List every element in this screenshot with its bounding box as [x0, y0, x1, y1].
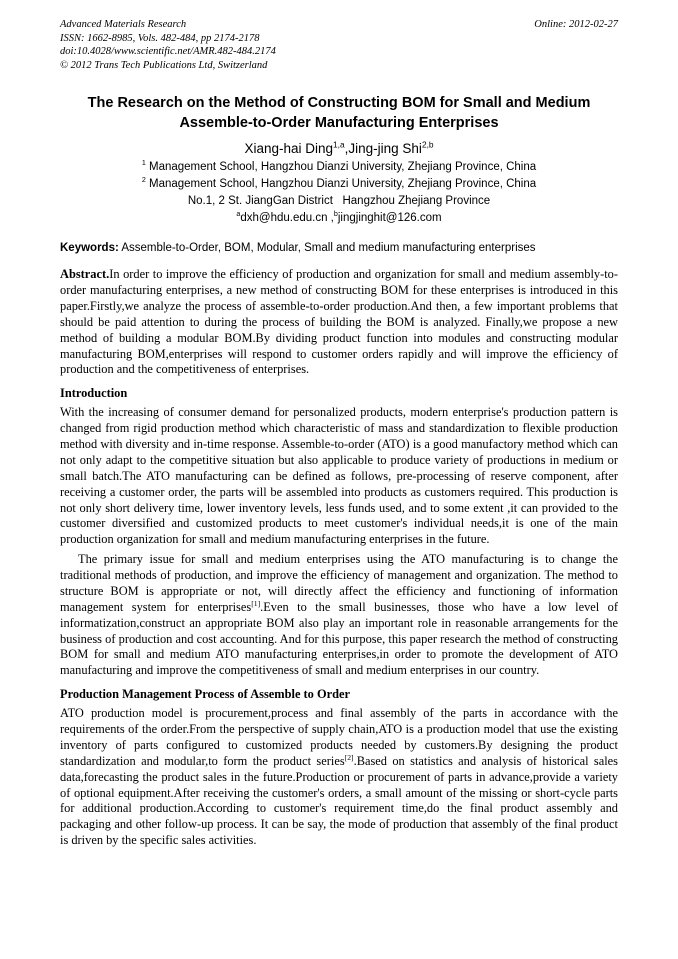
- keywords-line: [60, 242, 618, 254]
- affiliation-1-superscript: 1: [141, 159, 146, 168]
- abstract-text: In order to improve the efficiency of production and organization for small and medium assembly-to-order manufacturing enterprises, a new method of constructing BOM for these enterprises is introduced in this paper.Firstly,we analyze the process of assemble-to-order production.And then, a few important problems that should be paid attention to during the process of building the BOM is analyzed. Finally,we propose a new method of building a modular BOM.By dividing product function into modules and constructing modular manufacturing BOM,enterprises will respond to customer orders rapidly and will improve the efficiency of production and the competitiveness of enterprises.: [60, 267, 618, 377]
- journal-name: Advanced Materials Research: [60, 19, 187, 30]
- affiliation-1-text: Management School, Hangzhou Dianzi University, Zhejiang Province, China: [149, 161, 537, 174]
- journal-header-row: [60, 18, 618, 32]
- keywords-text: Assemble-to-Order, BOM, Modular, Small and medium manufacturing enterprises: [121, 242, 536, 255]
- author-separator: ,: [344, 141, 349, 157]
- author-1-superscript: 1,a: [333, 139, 345, 150]
- affiliation-2-superscript: 2: [141, 176, 146, 185]
- address-line: No.1, 2 St. JiangGan District Hangzhou Zhejiang Province: [187, 195, 491, 208]
- emails-line: [60, 212, 618, 224]
- affiliation-2-text: Management School, Hangzhou Dianzi University, Zhejiang Province, China: [149, 178, 537, 191]
- citation-ref-1: [1]: [251, 598, 261, 608]
- online-date: Online: 2012-02-27: [534, 19, 618, 30]
- paper-title: The Research on the Method of Constructing BOM for Small and Medium Assemble-to-Order Manufacturing Enterprises: [87, 94, 591, 131]
- abstract-paragraph: [60, 267, 618, 378]
- citation-ref-2: [2]: [344, 752, 354, 762]
- section-heading-introduction: Introduction: [60, 386, 128, 401]
- introduction-paragraph-2-text-cont: .Even to the small businesses, those who have a low level of informatization,construct an appropriate BOM also play an important role in reasonable arrangements for the business of production and cost accounting. And for this purpose, this paper research the method of constructing BOM for small and medium ATO manufacturing enterprises,in order to promote the development of ATO manufacturing and improve the competitiveness of small and medium enterprises in our country.: [60, 599, 618, 678]
- abstract-label: Abstract.: [60, 267, 110, 282]
- author-2-name: Jing-jing Shi: [348, 141, 422, 157]
- email-a: dxh@hdu.edu.cn ,: [240, 212, 334, 225]
- production-paragraph-1-text-cont: .Based on statistics and analysis of historical sales data,forecasting the product sales in the future.Production or procurement of parts in advance,provide a variety of optional equipment.After receiving the customer's orders, a small amount of the missing or short-cycle parts for additional production.According to customer's requirement time,do the final product assembly and packaging and other follow-up process. It can be say, the mode of production that assembly of the final product is driven by the specific sales activities.: [60, 753, 618, 848]
- email-b-superscript: b: [333, 210, 338, 219]
- author-2-superscript: 2,b: [421, 139, 434, 150]
- doi-line: doi:10.4028/www.scientific.net/AMR.482-484.2174: [60, 46, 276, 58]
- introduction-paragraph-2-text: The primary issue for small and medium enterprises using the ATO manufacturing is to change the traditional methods of production, and improve the efficiency of management and organization. The method to structure BOM is appropriate or not, will directly affect the efficiency and functioning of information management system for enterprises: [60, 552, 618, 614]
- affiliation-2: [60, 178, 618, 190]
- production-paragraph-1: [60, 706, 618, 849]
- email-b: jingjinghit@126.com: [337, 212, 442, 225]
- introduction-paragraph-2: [60, 552, 618, 679]
- authors-line: [60, 141, 618, 156]
- section-heading-production-process: Production Management Process of Assemble to Order: [60, 687, 350, 702]
- introduction-paragraph-1: With the increasing of consumer demand for personalized products, modern enterprise's production pattern is changed from rigid production method which characteristic of mass and standardization to flexible production method with diversity and in-time response. Assemble-to-order (ATO) is a good manufactory method which can not only adapt to the competitive situation but also applicable to produce variety of productions in medium or small batch.The ATO manufacturing can be defined as follows, pre-processing of reserve component, after receiving a customer order, the parts will be assembled into products as customers required. This production is not only short delivery time, lower inventory levels, less funds used, and to some extent ,it can provided to the customer diversified and customized products to meet customer's individual needs,it is one of the main production organization for small and medium manufacturing enterprises in the future.: [60, 405, 618, 547]
- email-a-superscript: a: [236, 210, 241, 219]
- journal-header: [60, 18, 618, 73]
- affiliation-1: [60, 161, 618, 173]
- keywords-label: Keywords:: [60, 242, 119, 255]
- issn-line: ISSN: 1662-8985, Vols. 482-484, pp 2174-2178: [60, 32, 260, 44]
- copyright-line: © 2012 Trans Tech Publications Ltd, Switzerland: [60, 59, 268, 71]
- production-paragraph-1-text: ATO production model is procurement,process and final assembly of the parts in accordance with the requirements of the order.From the perspective of supply chain,ATO is a production model that use the existing inventory of parts configured to customized products needed by customers.By designing the product standardization and modular,to form the product series: [60, 706, 618, 768]
- author-1-name: Xiang-hai Ding: [244, 141, 333, 157]
